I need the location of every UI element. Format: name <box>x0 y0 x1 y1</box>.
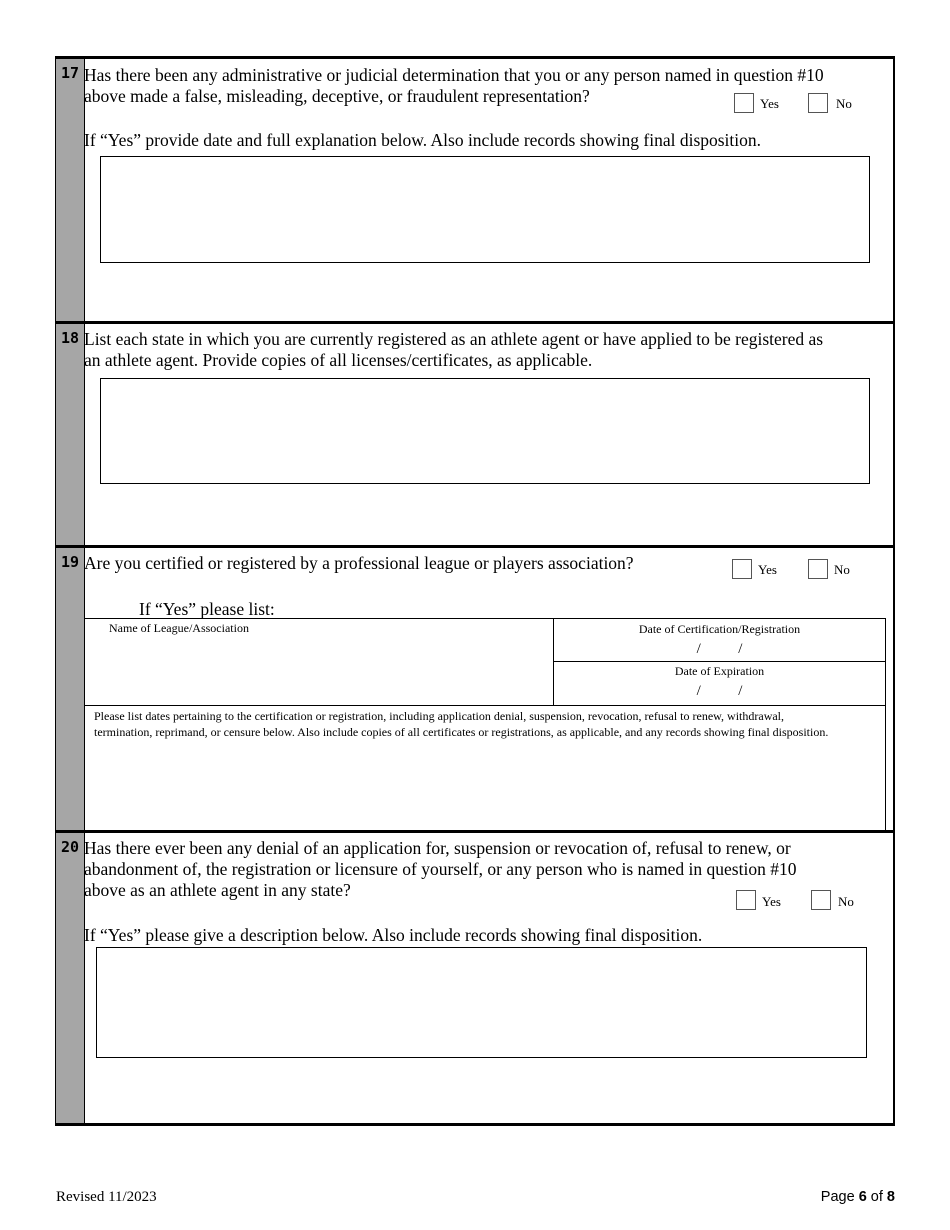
question-gutter <box>56 324 85 547</box>
revision-date: Revised 11/2023 <box>56 1189 157 1205</box>
question-18-section <box>55 321 895 547</box>
question-20-section <box>55 830 895 1126</box>
yes-label: Yes <box>762 894 781 909</box>
league-name-field[interactable] <box>84 618 554 706</box>
question-17-section <box>55 56 895 323</box>
page-current: 6 <box>858 1189 867 1205</box>
description-textbox[interactable] <box>96 947 867 1058</box>
no-checkbox[interactable] <box>808 93 828 113</box>
expiration-date-label: Date of Expiration <box>674 664 765 678</box>
page-of: of <box>866 1189 887 1205</box>
no-checkbox[interactable] <box>811 890 831 910</box>
question-number: 20 <box>60 838 80 856</box>
certification-date-label: Date of Certification/Registration <box>638 622 801 636</box>
yes-checkbox[interactable] <box>734 93 754 113</box>
yes-label: Yes <box>758 562 777 577</box>
yes-label: Yes <box>760 96 779 111</box>
question-text: List each state in which you are currently registered as an athlete agent or have applied to be registered as an athlete agent. Provide copies of all licenses/certificates, as applicable. <box>84 329 824 370</box>
yes-checkbox[interactable] <box>736 890 756 910</box>
dates-explanation-field[interactable] <box>84 705 886 833</box>
instruction-text: If “Yes” please list: <box>139 599 275 619</box>
question-gutter <box>56 833 85 1123</box>
question-text: Are you certified or registered by a professional league or players association? <box>84 553 634 573</box>
no-label: No <box>836 96 852 111</box>
no-checkbox[interactable] <box>808 559 828 579</box>
page-word: Page <box>820 1189 859 1205</box>
certification-date-field[interactable] <box>553 618 886 662</box>
instruction-text: If “Yes” please give a description below. Also include records showing final disposition. <box>84 925 703 945</box>
explanation-textbox[interactable] <box>100 156 870 263</box>
question-gutter <box>56 548 85 832</box>
question-text: Has there ever been any denial of an application for, suspension or revocation of, refusal to renew, or abandonment of, the registration or licensure of yourself, or any person who is named in question #10 above as an athlete agent in any state? <box>84 838 797 900</box>
question-number: 19 <box>60 553 80 571</box>
question-text: Has there been any administrative or judicial determination that you or any person named in question #10 above made a false, misleading, deceptive, or fraudulent representation? <box>84 65 824 106</box>
question-gutter <box>56 59 85 323</box>
certification-date-separator: / / <box>696 641 743 657</box>
question-number: 17 <box>60 64 80 82</box>
states-textbox[interactable] <box>100 378 870 484</box>
no-label: No <box>838 894 854 909</box>
expiration-date-separator: / / <box>696 683 743 699</box>
page-number <box>821 1189 895 1205</box>
question-19-section <box>55 545 895 832</box>
dates-note: Please list dates pertaining to the certification or registration, including application denial, suspension, revocation, refusal to renew, withdrawal, termination, reprimand, or censure below. Also include copies of all certificates or registrations, as applicable, and any records showing final disposition. <box>94 709 829 739</box>
no-label: No <box>834 562 850 577</box>
league-name-label: Name of League/Association <box>109 621 249 635</box>
page-total: 8 <box>886 1189 895 1205</box>
expiration-date-field[interactable] <box>553 661 886 706</box>
yes-checkbox[interactable] <box>732 559 752 579</box>
instruction-text: If “Yes” provide date and full explanation below. Also include records showing final disposition. <box>84 130 762 150</box>
question-number: 18 <box>60 329 80 347</box>
